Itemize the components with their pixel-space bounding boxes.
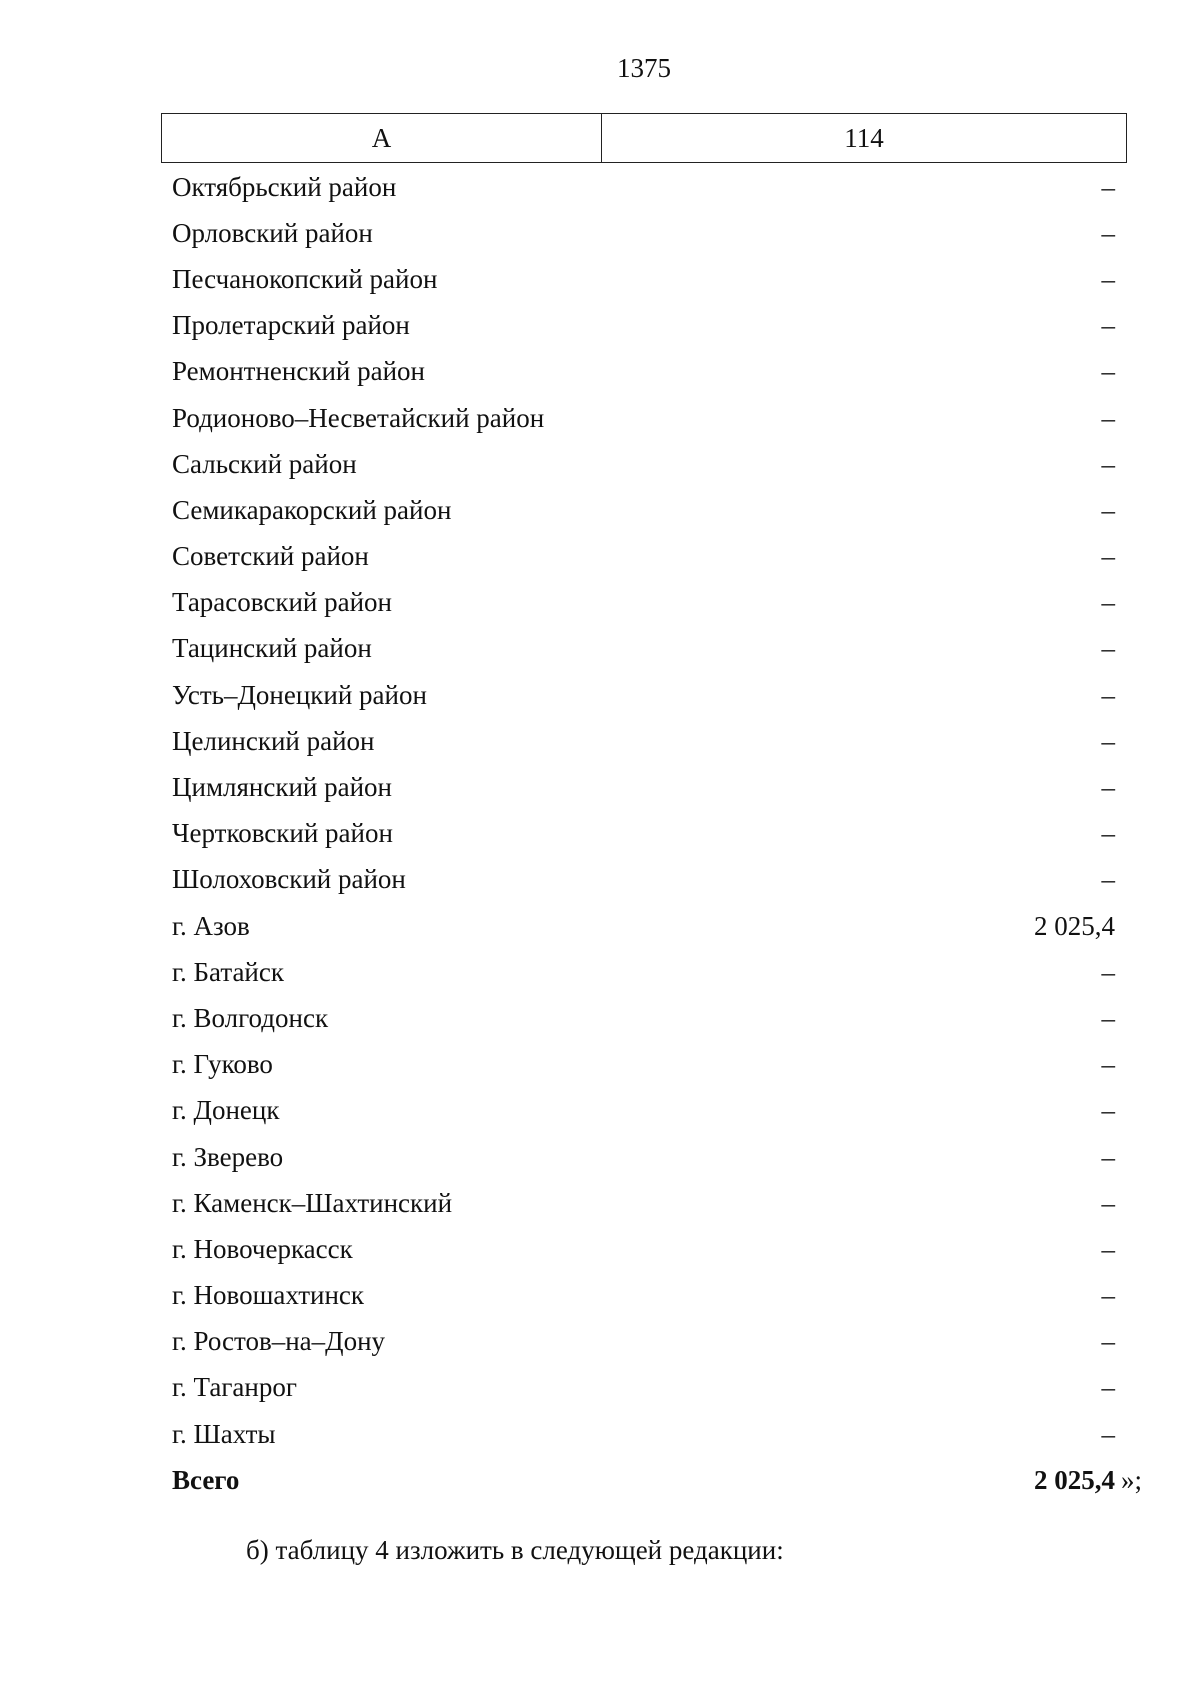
table-row — [172, 256, 1115, 302]
row-value: – — [1101, 864, 1115, 895]
row-name: Родионово–Несветайский район — [172, 402, 545, 433]
table-total-row — [172, 1457, 1143, 1503]
row-name: г. Азов — [172, 910, 250, 941]
row-name: Ремонтненский район — [172, 356, 425, 387]
table-row — [172, 672, 1115, 718]
row-value: – — [1101, 1141, 1115, 1172]
table-row — [172, 857, 1115, 903]
row-value: – — [1101, 402, 1115, 433]
row-name: Орловский район — [172, 217, 373, 248]
row-value: – — [1101, 679, 1115, 710]
table-row — [172, 764, 1115, 810]
total-value-group — [1034, 1464, 1143, 1496]
row-value: – — [1101, 1280, 1115, 1311]
total-closing-quote: »; — [1121, 1464, 1143, 1495]
table-row — [172, 1088, 1115, 1134]
table-row — [172, 1273, 1115, 1319]
table-row — [172, 395, 1115, 441]
row-name: Целинский район — [172, 725, 375, 756]
table-row — [172, 626, 1115, 672]
row-name: г. Ростов–на–Дону — [172, 1326, 386, 1357]
row-name: г. Батайск — [172, 956, 284, 987]
row-value: – — [1101, 725, 1115, 756]
row-value: – — [1101, 1326, 1115, 1357]
row-name: Советский район — [172, 541, 369, 572]
table-row — [172, 487, 1115, 533]
row-name: Шолоховский район — [172, 864, 406, 895]
row-name: г. Зверево — [172, 1141, 284, 1172]
row-name: г. Волгодонск — [172, 1002, 329, 1033]
amendment-text: б) таблицу 4 изложить в следующей редакции: — [246, 1535, 784, 1565]
row-value: – — [1101, 1372, 1115, 1403]
table-row — [172, 718, 1115, 764]
row-value: – — [1101, 356, 1115, 387]
table-row — [172, 1180, 1115, 1226]
row-name: Усть–Донецкий район — [172, 679, 427, 710]
row-name: Пролетарский район — [172, 310, 410, 341]
row-value: – — [1101, 1187, 1115, 1218]
row-value: – — [1101, 1418, 1115, 1449]
row-name: Песчанокопский район — [172, 263, 438, 294]
table-header-col-a: А — [162, 114, 602, 162]
table-row — [172, 303, 1115, 349]
row-value: 2 025,4 — [1034, 910, 1115, 941]
row-value: – — [1101, 448, 1115, 479]
table-header-col-b: 114 — [844, 122, 884, 153]
row-name: г. Гуково — [172, 1049, 273, 1080]
page-number: 1375 — [617, 53, 671, 83]
row-value: – — [1101, 263, 1115, 294]
total-value: 2 025,4 — [1034, 1464, 1115, 1495]
total-label: Всего — [172, 1464, 240, 1495]
table-row — [172, 903, 1115, 949]
table-row — [172, 349, 1115, 395]
row-value: – — [1101, 217, 1115, 248]
row-name: г. Новошахтинск — [172, 1280, 364, 1311]
table-row — [172, 995, 1115, 1041]
row-name: г. Каменск–Шахтинский — [172, 1187, 453, 1218]
table-row — [172, 1365, 1115, 1411]
row-value: – — [1101, 1233, 1115, 1264]
row-name: г. Новочеркасск — [172, 1233, 353, 1264]
row-name: г. Донецк — [172, 1095, 280, 1126]
row-value: – — [1101, 1002, 1115, 1033]
row-value: – — [1101, 1049, 1115, 1080]
table-row — [172, 949, 1115, 995]
table-row — [172, 210, 1115, 256]
table-row — [172, 441, 1115, 487]
table-row — [172, 164, 1115, 210]
row-value: – — [1101, 818, 1115, 849]
table-header — [161, 113, 1127, 163]
table-row — [172, 580, 1115, 626]
row-name: г. Шахты — [172, 1418, 276, 1449]
row-value: – — [1101, 310, 1115, 341]
row-name: Цимлянский район — [172, 772, 393, 803]
row-value: – — [1101, 494, 1115, 525]
row-name: Тарасовский район — [172, 587, 392, 618]
row-value: – — [1101, 1095, 1115, 1126]
table-row — [172, 1134, 1115, 1180]
table-row — [172, 1319, 1115, 1365]
table-row — [172, 534, 1115, 580]
row-name: Октябрьский район — [172, 171, 397, 202]
table-body — [172, 164, 1143, 1503]
row-name: Тацинский район — [172, 633, 372, 664]
table-row — [172, 1226, 1115, 1272]
row-name: г. Таганрог — [172, 1372, 297, 1403]
row-value: – — [1101, 633, 1115, 664]
row-value: – — [1101, 541, 1115, 572]
table-row — [172, 811, 1115, 857]
row-value: – — [1101, 587, 1115, 618]
row-name: Семикаракорский район — [172, 494, 452, 525]
row-value: – — [1101, 956, 1115, 987]
row-name: Сальский район — [172, 448, 357, 479]
table-row — [172, 1042, 1115, 1088]
row-value: – — [1101, 171, 1115, 202]
row-name: Чертковский район — [172, 818, 393, 849]
table-row — [172, 1411, 1115, 1457]
row-value: – — [1101, 772, 1115, 803]
